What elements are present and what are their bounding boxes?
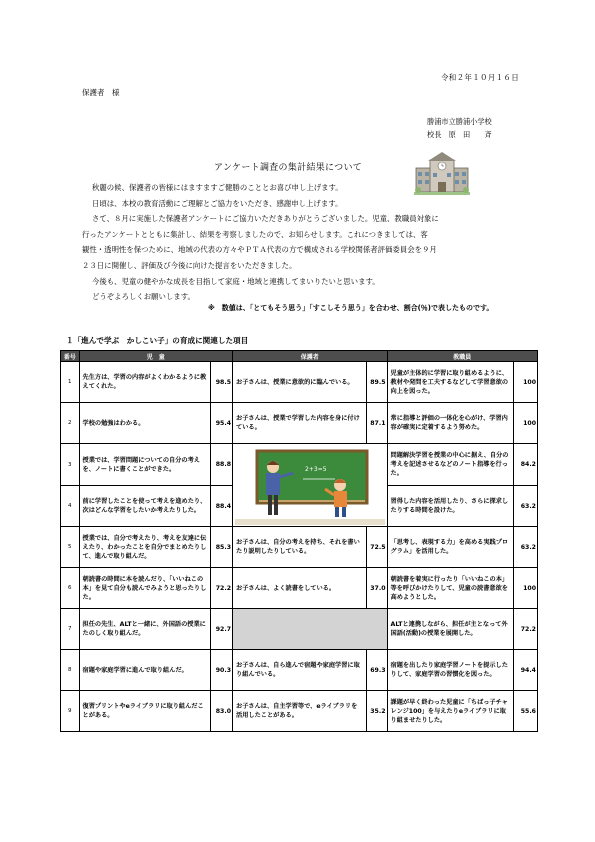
staff-item: 朝読書を着実に行ったり「いいねこの本」等を呼びかけたりして、児童の読書意欲を高めようとした。 (387, 568, 514, 609)
teacher-blackboard-icon (235, 445, 385, 525)
table-row (61, 568, 538, 609)
table-row (61, 527, 538, 568)
letter-body (82, 180, 520, 305)
child-item: 学校の勉強はわかる。 (79, 403, 211, 444)
column-header-staff: 教職員 (387, 351, 537, 362)
column-header-child: 児 童 (79, 351, 232, 362)
school-name: 勝浦市立勝浦小学校 (427, 117, 492, 126)
staff-item: 常に指導と評価の一体化を心がけ、学習内容が確実に定着するよう努めた。 (387, 403, 514, 444)
staff-item: 問題解決学習を授業の中心に据え、自分の考えを記述させるなどのノート指導を行った。 (387, 444, 514, 486)
row-number: 9 (61, 691, 80, 732)
child-value: 85.3 (211, 527, 233, 568)
staff-item: 宿題を出したり家庭学習ノートを提示したりして、家庭学習の習慣化を図った。 (387, 650, 514, 691)
child-value: 83.0 (211, 691, 233, 732)
staff-value: 63.2 (514, 527, 538, 568)
parent-value: 87.1 (366, 403, 387, 444)
paragraph: どうぞよろしくお願いします。 (92, 292, 195, 302)
child-value: 95.4 (211, 403, 233, 444)
child-value: 88.8 (211, 444, 233, 486)
table-row (61, 403, 538, 444)
child-item: 授業では、自分で考えたり、考えを友達に伝えたり、わかったことを自分でまとめたりして、進んで取り組んだ。 (79, 527, 211, 568)
table-row (61, 650, 538, 691)
column-header-number: 番号 (61, 351, 80, 362)
paragraph: 行ったアンケートとともに集計し、結果を考察しましたので、お知らせします。これにつきましては、客 (82, 229, 428, 239)
staff-item: 習得した内容を活用したり、さらに探求したりする時間を設けた。 (387, 486, 514, 527)
row-number: 7 (61, 609, 80, 650)
row-number: 3 (61, 444, 80, 486)
paragraph: ２３日に開催し、評価及び今後に向けた提言をいただきました。 (82, 260, 297, 270)
row-number: 6 (61, 568, 80, 609)
parent-item: お子さんは、授業で学習した内容を身に付けている。 (233, 403, 367, 444)
parent-value: 69.3 (366, 650, 387, 691)
parent-value: 37.0 (366, 568, 387, 609)
parent-value: 35.2 (366, 691, 387, 732)
child-item: 朝読書の時間に本を読んだり、「いいねこの本」を見て自分も読んでみようと思ったりした。 (79, 568, 211, 609)
table-header-row (61, 351, 538, 362)
child-item: 授業では、学習問題についての自分の考えを、ノートに書くことができた。 (79, 444, 211, 486)
svg-text:2+3=5: 2+3=5 (304, 466, 327, 473)
staff-item: 課題が早く終わった児童に「ちばっ子チャレンジ100」を与えたりeライブラリに取り組ませたりした。 (387, 691, 514, 732)
staff-value: 94.4 (514, 650, 538, 691)
table-row (61, 691, 538, 732)
principal-name: 校長 原 田 斉 (427, 130, 492, 139)
section-title: １「進んで学ぶ かしこい子」の育成に関連した項目 (66, 336, 249, 345)
child-value: 88.4 (211, 486, 233, 527)
staff-value: 100 (514, 403, 538, 444)
parent-item: お子さんは、よく読書をしている。 (233, 568, 367, 609)
staff-value: 100 (514, 362, 538, 403)
staff-item: ALTと連携しながら、担任が主となって外国語(活動)の授業を展開した。 (387, 609, 514, 650)
column-header-parent: 保護者 (233, 351, 388, 362)
staff-value: 72.2 (514, 609, 538, 650)
child-value: 72.2 (211, 568, 233, 609)
paragraph: 観性・透明性を保つために、地域の代表の方々やＰＴＡ代表の方で構成される学校関係者評価委員会を９月 (82, 245, 437, 255)
parent-value: 72.5 (366, 527, 387, 568)
staff-value: 55.6 (514, 691, 538, 732)
document-date: 令和２年１０月１６日 (441, 73, 519, 82)
staff-item: 「思考し、表現する力」を高める実践プログラム」を活用した。 (387, 527, 514, 568)
table-row (61, 444, 538, 486)
row-number: 5 (61, 527, 80, 568)
table-row (61, 362, 538, 403)
staff-value: 84.2 (514, 444, 538, 486)
parent-value: 89.5 (366, 362, 387, 403)
staff-item: 児童が主体的に学習に取り組めるように、教材や発問を工夫するなどして学習意欲の向上を図った。 (387, 362, 514, 403)
child-value: 98.5 (211, 362, 233, 403)
child-item: 復習プリントやeライブラリに取り組んだことがある。 (79, 691, 211, 732)
paragraph: 秋麗の候、保護者の皆様にはますますご健勝のこととお喜び申し上げます。 (92, 183, 343, 192)
empty-parent-cell (233, 609, 388, 650)
paragraph: 今後も、児童の健やかな成長を目指して家庭・地域と連携してまいりたいと思います。 (92, 276, 380, 286)
staff-value: 63.2 (514, 486, 538, 527)
row-number: 4 (61, 486, 80, 527)
child-item: 担任の先生、ALTと一緒に、外国語の授業にたのしく取り組んだ。 (79, 609, 211, 650)
paragraph: 日頃は、本校の教育活動にご理解とご協力をいただき、感謝申し上げます。 (92, 198, 343, 208)
child-value: 90.3 (211, 650, 233, 691)
document-title: アンケート調査の集計結果について (214, 163, 363, 173)
child-item: 前に学習したことを使って考えを進めたり、次はどんな学習をしたいか考えたりした。 (79, 486, 211, 527)
parent-item: お子さんは、自分の考えを持ち、それを書いたり説明したりしている。 (233, 527, 367, 568)
addressee: 保護者 様 (82, 88, 120, 97)
parent-item: お子さんは、授業に意欲的に臨んでいる。 (233, 362, 367, 403)
classroom-illustration (233, 444, 388, 527)
paragraph: さて、８月に実施した保護者アンケートにご協力いただきありがとうございました。児童、教職員対象に (92, 214, 439, 224)
sender-block (427, 115, 492, 141)
child-item: 先生方は、学習の内容がよくわかるように教えてくれた。 (79, 362, 211, 403)
row-number: 1 (61, 362, 80, 403)
child-item: 宿題や家庭学習に進んで取り組んだ。 (79, 650, 211, 691)
parent-item: お子さんは、自主学習等で、eライブラリを活用したことがある。 (233, 691, 367, 732)
staff-value: 100 (514, 568, 538, 609)
note: ※ 数値は、「とてもそう思う」「すこしそう思う」を合わせ、割合(％)で表したものです。 (208, 304, 494, 312)
row-number: 8 (61, 650, 80, 691)
survey-results-table (60, 350, 538, 732)
parent-item: お子さんは、自ら進んで宿題や家庭学習に取り組んでいる。 (233, 650, 367, 691)
row-number: 2 (61, 403, 80, 444)
table-row (61, 609, 538, 650)
child-value: 92.7 (211, 609, 233, 650)
